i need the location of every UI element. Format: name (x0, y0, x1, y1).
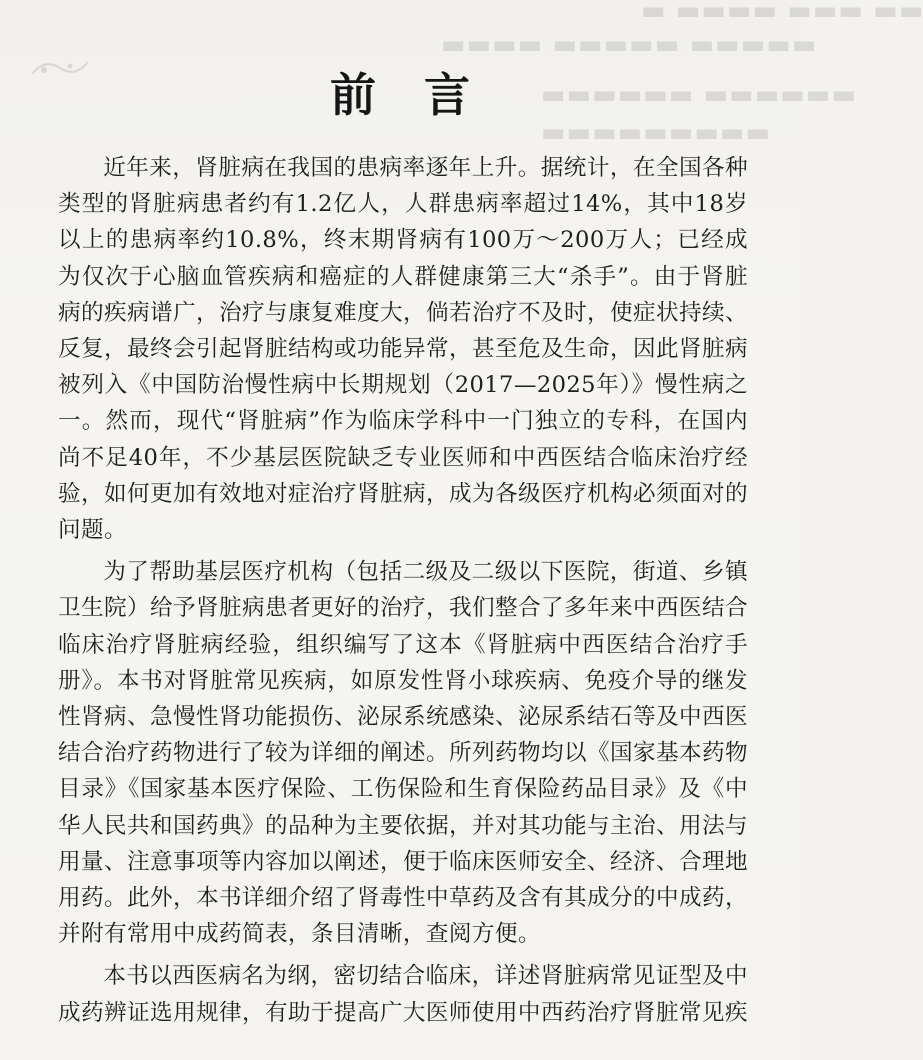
bleed-through-text: ▬▬▬▬▬▬ ▬▬▬▬▬▬ (540, 80, 857, 110)
preface-body (58, 150, 748, 1031)
bleed-through-text: ▬▬ ▬▬▬ ▬▬▬▬ ▬ (640, 0, 923, 26)
bleed-through-text: ▬▬▬▬▬ ▬▬▬▬▬ ▬▬▬▬ (440, 30, 817, 60)
page-title: 前言 (330, 67, 518, 122)
bleed-through-text: ▬▬▬▬▬▬▬▬▬ (540, 118, 771, 148)
paragraph-2: 为了帮助基层医疗机构（包括二级及二级以下医院，街道、乡镇卫生院）给予肾脏病患者更好的治疗，我们整合了多年来中西医结合临床治疗肾脏病经验，组织编写了这本《肾脏病中西医结合治疗手册》。本书对肾脏常见疾病，如原发性肾小球疾病、免疫介导的继发性肾病、急慢性肾功能损伤、泌尿系统感染、泌尿系结石等及中西医结合治疗药物进行了较为详细的阐述。所列药物均以《国家基本药物目录》《国家基本医疗保险、工伤保险和生育保险药品目录》及《中华人民共和国药典》的品种为主要依据，并对其功能与主治、用法与用量、注意事项等内容加以阐述，便于临床医师安全、经济、合理地用药。此外，本书详细介绍了肾毒性中草药及含有其成分的中成药，并附有常用中成药简表，条目清晰，查阅方便。 (58, 559, 748, 948)
paragraph-3: 本书以西医病名为纲，密切结合临床，详述肾脏病常见证型及中成药辨证选用规律，有助于提高广大医师使用中西药治疗肾脏常见疾 (58, 963, 748, 1026)
paragraph-1: 近年来，肾脏病在我国的患病率逐年上升。据统计，在全国各种类型的肾脏病患者约有1.2亿人，人群患病率超过14%，其中18岁以上的患病率约10.8%，终末期肾病有100万～200万人；已经成为仅次于心脑血管疾病和癌症的人群健康第三大“杀手”。由于肾脏病的疾病谱广，治疗与康复难度大，倘若治疗不及时，使症状持续、反复，最终会引起肾脏结构或功能异常，甚至危及生命，因此肾脏病被列入《中国防治慢性病中长期规划（2017—2025年）》慢性病之一。然而，现代“肾脏病”作为临床学科中一门独立的专科，在国内尚不足40年，不少基层医院缺乏专业医师和中西医结合临床治疗经验，如何更加有效地对症治疗肾脏病，成为各级医疗机构必须面对的问题。 (58, 155, 748, 544)
